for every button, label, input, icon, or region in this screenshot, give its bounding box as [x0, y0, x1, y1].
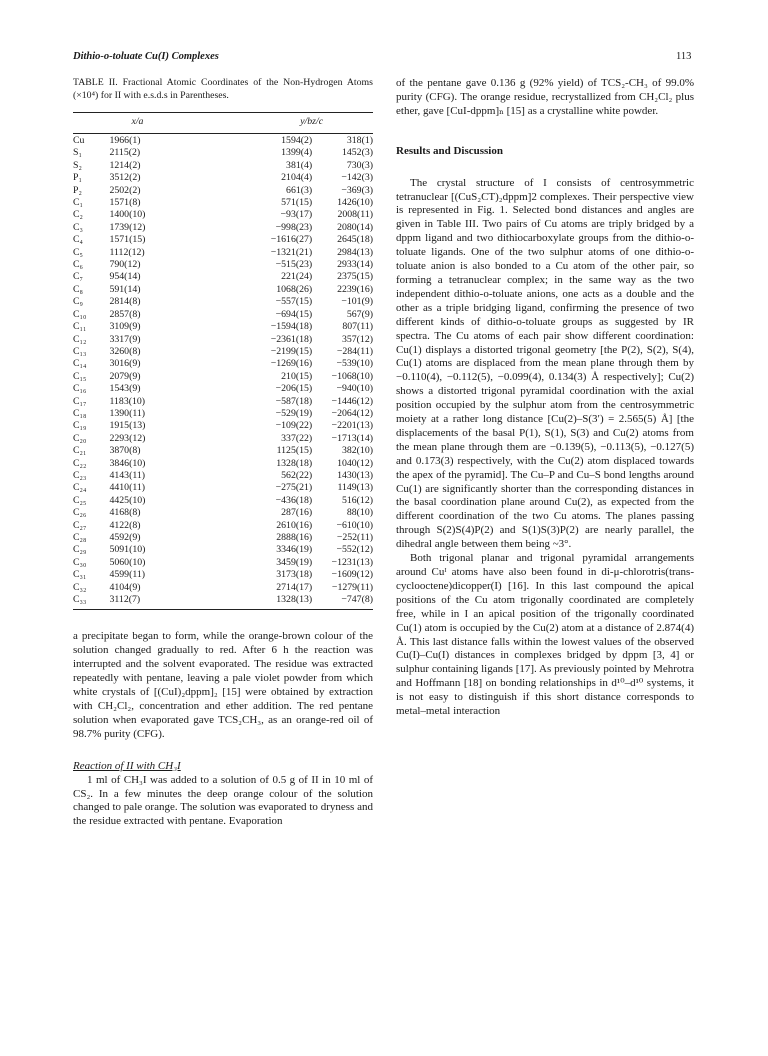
z-cell: 2984(13)	[337, 246, 373, 258]
z-cell: 318(1)	[346, 135, 373, 146]
section-heading: Results and Discussion	[396, 144, 503, 157]
atom-cell: C₂₅	[73, 494, 87, 506]
atom-cell: C₁₇	[73, 395, 87, 407]
table-row	[73, 495, 373, 507]
y-cell: −275(21)	[275, 482, 313, 494]
x-cell: 1214(2)	[109, 159, 141, 171]
z-cell: −539(10)	[336, 358, 373, 370]
table-row	[73, 594, 373, 606]
atom-cell: P₁	[73, 172, 82, 184]
x-cell: 1571(8)	[109, 197, 141, 209]
left-column	[73, 77, 373, 829]
table-row	[73, 284, 373, 296]
y-cell: −436(18)	[275, 494, 313, 506]
atom-cell: C₁₂	[73, 333, 87, 345]
z-cell: −2201(13)	[331, 420, 373, 432]
y-cell: 1399(4)	[281, 147, 313, 159]
x-cell: 3109(9)	[109, 321, 141, 333]
table-row	[73, 147, 373, 159]
y-cell: 562(22)	[281, 469, 313, 481]
x-cell: 3317(9)	[109, 333, 141, 345]
z-cell: −1068(10)	[331, 370, 373, 382]
atom-cell: C₂	[73, 209, 83, 221]
table-row	[73, 296, 373, 308]
table-row	[73, 371, 373, 383]
z-cell: 2933(14)	[337, 259, 373, 271]
z-cell: 88(10)	[346, 507, 373, 519]
atom-cell: C₁₉	[73, 420, 87, 432]
table-row	[73, 271, 373, 283]
table-row	[73, 520, 373, 532]
y-cell: 1125(15)	[276, 445, 313, 457]
atom-cell: C₃	[73, 221, 83, 233]
page-number: 113	[676, 51, 692, 62]
x-cell: 4410(11)	[109, 482, 146, 494]
z-cell: 2375(15)	[337, 271, 373, 283]
atom-cell: C₉	[73, 296, 83, 308]
atom-cell: C₁₁	[73, 321, 87, 333]
atom-cell: S₂	[73, 159, 82, 171]
x-cell: 1571(15)	[109, 234, 146, 246]
atom-cell: S₁	[73, 147, 82, 159]
paragraph: 1 ml of CH₃I was added to a solution of 0.5 g of II in 10 ml of CS₂. In a few minutes the deep orange colour of the solution changed to pale orange. The solution was evaporated to dryness and the residue extracted with pentane. Evaporation	[73, 773, 373, 828]
table-row	[73, 185, 373, 197]
table-row	[73, 222, 373, 234]
x-cell: 1739(12)	[109, 221, 146, 233]
z-cell: 2080(14)	[337, 221, 373, 233]
atom-cell: C₂₂	[73, 457, 87, 469]
x-cell: 3870(8)	[109, 445, 141, 457]
paragraph: of the pentane gave 0.136 g (92% yield) of TCS₂-CH₃ of 99.0% purity (CFG). The orange residue, recrystallized from CH₂Cl₂ plus ether, gave [CuI-dppm]ₙ [15] as a crystalline white powder.	[396, 77, 694, 117]
x-cell: 1915(13)	[109, 420, 146, 432]
z-cell: −252(11)	[336, 532, 373, 543]
atom-cell: C₂₁	[73, 445, 87, 457]
table-row	[73, 408, 373, 420]
table-row	[73, 135, 373, 147]
table-row	[73, 334, 373, 346]
table-row	[73, 445, 373, 457]
atom-cell: C₃₀	[73, 556, 87, 568]
z-cell: 1149(13)	[337, 482, 373, 494]
x-cell: 3016(9)	[109, 358, 141, 370]
atom-cell: C₂₈	[73, 532, 87, 543]
y-cell: 2610(16)	[276, 519, 313, 531]
y-cell: −998(23)	[275, 221, 313, 233]
table-header-atom	[73, 113, 109, 131]
atom-cell: P₂	[73, 184, 82, 196]
x-cell: 3846(10)	[109, 457, 146, 469]
atom-cell: C₃₃	[73, 594, 87, 606]
x-cell: 5060(10)	[109, 556, 146, 568]
z-cell: −747(8)	[341, 594, 373, 606]
x-cell: 1543(9)	[109, 383, 141, 395]
y-cell: −93(17)	[280, 209, 313, 221]
coordinates-table	[73, 113, 373, 606]
z-cell: −1446(12)	[331, 395, 373, 407]
y-cell: 2714(17)	[276, 581, 313, 593]
paragraph: Both trigonal planar and trigonal pyramidal arrangements around Cuᴵ atoms have also been found in di-μ-chlorotris(trans-cyclooctene)dicopper(I) [16]. In this last compound the apical positions of the Cu atom trigonally coordinated are completely free, while in I an apical position of the trigonally coordinated Cu(1) atom is occupied by the Cu(2) atom at a distance of 2.874(4) Å. This last distance falls within the lowest values of the observed Cu(I)–Cu(I) distances in complexes bridged by dppm [3, 4] or sulphur containing ligands [17]. As previously pointed by Mehrotra and Hoffmann [18] on bonding relationships in d¹⁰–d¹⁰ systems, it is not easy to distinguish if this short distance corresponds to metal–metal interaction	[396, 552, 694, 718]
table-row	[73, 321, 373, 333]
y-cell: −1269(16)	[270, 358, 313, 370]
atom-cell: C₂₃	[73, 469, 87, 481]
atom-cell: C₃₁	[73, 569, 87, 581]
table-row	[73, 482, 373, 494]
y-cell: −529(19)	[275, 407, 313, 419]
x-cell: 4425(10)	[109, 494, 146, 506]
y-cell: 1328(13)	[276, 594, 313, 606]
z-cell: −610(10)	[336, 519, 373, 531]
table-row	[73, 346, 373, 358]
x-cell: 1390(11)	[109, 407, 146, 419]
z-cell: −1279(11)	[331, 581, 373, 593]
table-caption: TABLE II. Fractional Atomic Coordinates of the Non-Hydrogen Atoms (×10⁴) for II with e.s.d.s in Parentheses.	[73, 77, 373, 101]
atom-cell: C₁	[73, 197, 83, 209]
y-cell: −557(15)	[275, 296, 313, 308]
atom-cell: C₁₃	[73, 345, 87, 357]
x-cell: 2857(8)	[109, 308, 141, 320]
x-cell: 1183(10)	[109, 395, 146, 407]
atom-cell: C₇	[73, 271, 83, 283]
table-row	[73, 358, 373, 370]
x-cell: 4104(9)	[109, 581, 141, 593]
table-row	[73, 532, 373, 544]
x-cell: 3112(7)	[109, 594, 141, 606]
table-row	[73, 160, 373, 172]
y-cell: −206(15)	[275, 383, 313, 395]
table-row	[73, 383, 373, 395]
y-cell: 571(15)	[281, 197, 313, 209]
z-cell: −1609(12)	[331, 569, 373, 581]
table-row	[73, 172, 373, 184]
table-row	[73, 569, 373, 581]
y-cell: 221(24)	[281, 271, 313, 283]
z-cell: 1452(3)	[341, 147, 373, 159]
x-cell: 4168(8)	[109, 507, 141, 519]
table-header-z: z/c	[312, 115, 324, 127]
atom-cell: C₂₀	[73, 432, 87, 444]
x-cell: 2814(8)	[109, 296, 141, 308]
section-heading: Reaction of II with CH₃I	[73, 759, 181, 772]
table-row	[73, 544, 373, 556]
table-row	[73, 209, 373, 221]
y-cell: 2104(4)	[281, 172, 313, 184]
atom-cell: C₆	[73, 259, 83, 271]
y-cell: −109(22)	[275, 420, 313, 432]
table-body	[73, 135, 373, 606]
y-cell: −515(23)	[275, 259, 313, 271]
x-cell: 2115(2)	[109, 147, 141, 159]
table-header-x: x/a	[131, 115, 144, 127]
z-cell: 1040(12)	[337, 457, 373, 469]
atom-cell: C₂₉	[73, 544, 87, 556]
table-row	[73, 197, 373, 209]
x-cell: 1400(10)	[109, 209, 146, 221]
z-cell: −2064(12)	[331, 407, 373, 419]
right-column	[396, 77, 694, 719]
x-cell: 4122(8)	[109, 519, 141, 531]
x-cell: 954(14)	[109, 271, 141, 283]
table-row	[73, 433, 373, 445]
atom-cell: C₈	[73, 283, 83, 295]
z-cell: −1713(14)	[331, 432, 373, 444]
table-row	[73, 420, 373, 432]
table-row	[73, 582, 373, 594]
atom-cell: C₁₅	[73, 370, 87, 382]
table-row	[73, 557, 373, 569]
table-row	[73, 458, 373, 470]
x-cell: 591(14)	[109, 283, 141, 295]
z-cell: −101(9)	[341, 296, 373, 308]
x-cell: 2502(2)	[109, 184, 141, 196]
x-cell: 5091(10)	[109, 544, 146, 556]
atom-cell: C₄	[73, 234, 83, 246]
z-cell: 2008(11)	[337, 209, 373, 221]
table-row	[73, 470, 373, 482]
paragraph: a precipitate began to form, while the orange-brown colour of the solution changed gradually to red. After 6 h the reaction was interrupted and the solvent evaporated. The residue was extracted repeatedly with pentane, leaving a pale violet powder from which white crystals of [(CuI)₂dppm]₂ [15] were obtained by extraction with CH₂Cl₂, concentration and ether addition. The red pentane solution when evaporated gave TCS₂CH₃, as an orange-red oil of 98.7% purity (CFG).	[73, 630, 373, 740]
z-cell: −369(3)	[341, 184, 373, 196]
left-body	[73, 630, 373, 829]
running-title: Dithio-o-toluate Cu(I) Complexes	[73, 51, 219, 62]
table-header-y: y/b	[300, 115, 313, 127]
z-cell: 1430(13)	[337, 469, 373, 481]
y-cell: 3459(19)	[276, 556, 313, 568]
z-cell: 357(12)	[341, 333, 373, 345]
z-cell: 382(10)	[341, 445, 373, 457]
table-header-row	[73, 113, 373, 131]
atom-cell: C₂₄	[73, 482, 87, 494]
table-row	[73, 234, 373, 246]
atom-cell: C₅	[73, 246, 83, 258]
y-cell: −1594(18)	[270, 321, 313, 333]
z-cell: 807(11)	[342, 321, 373, 333]
z-cell: 1426(10)	[337, 197, 373, 209]
z-cell: 2645(18)	[337, 234, 373, 246]
table-row	[73, 396, 373, 408]
y-cell: 661(3)	[286, 184, 313, 196]
z-cell: 516(12)	[341, 494, 373, 506]
z-cell: 567(9)	[346, 308, 373, 320]
y-cell: −2199(15)	[270, 345, 313, 357]
atom-cell: C₁₆	[73, 383, 87, 395]
table-row	[73, 247, 373, 259]
y-cell: 3346(19)	[276, 544, 313, 556]
y-cell: 3173(18)	[276, 569, 313, 581]
x-cell: 4592(9)	[109, 532, 141, 543]
z-cell: −1231(13)	[331, 556, 373, 568]
y-cell: −2361(18)	[270, 333, 313, 345]
x-cell: 3260(8)	[109, 345, 141, 357]
table-row	[73, 259, 373, 271]
table-row	[73, 507, 373, 519]
x-cell: 3512(2)	[109, 172, 141, 184]
z-cell: −142(3)	[341, 172, 373, 184]
x-cell: 4143(11)	[109, 469, 146, 481]
paragraph: The crystal structure of I consists of centrosymmetric tetranuclear [(CuS₂CT)₂dppm]2 complexes. Their perspective view is represented in Fig. 1. Selected bond distances and angles are given in Table III. Two pairs of Cu atoms are triply bridged by a dppm ligand and two dithiocarboxylate groups from the dithio-o-toluate ligands. One of the two sulphur atoms of one dithio-o-toluate anion is also bonded to a Cu atom of the other pair, so forming a tetranuclear complex; in the same way as the two independent dithio-o-toluate anions, one acts as a double and the other as a triple bridging ligand, confirming the presence of two different kinds of dithio-o-toluate groups as suggested by IR spectra. The Cu atoms of each pair show different coordination: Cu(1) displays a distorted trigonal geometry [the P(2), S(2), S(4), Cu(1) atoms are displaced from the mean plane through them by −0.110(4), −0.112(5), −0.099(4), 0.134(3) Å respectively]; Cu(2) shows a distorted trigonal pyramidal coordination with the axial position occupied by the sulphur atom from the centrosymmetric moiety at a rather long distance [Cu(2)–S(3′) = 2.565(5) Å] [the displacements of the basal P(1), S(1), S(3) and Cu(2) atoms from the mean plane through them are −0.139(5), −0.113(5), −0.127(5) and 0.173(3) respectively, with the Cu(2) atom displaced towards the apex of the pyramid]. The Cu–P and Cu–S bond lengths around Cu(1) are significantly shorter than the corresponding distances in the basal coordination plane around Cu(2), as expected from the different coordination of the two Cu atoms. The planes passing through S(2)S(4)P(2) and S(1)S(3)P(2) are nearly parallel, the dihedral angle between them being ~3°.	[396, 176, 694, 551]
atom-cell: C₁₄	[73, 358, 87, 370]
x-cell: 4599(11)	[109, 569, 146, 581]
atom-cell: C₁₈	[73, 407, 87, 419]
y-cell: 1328(18)	[276, 457, 313, 469]
table-row	[73, 309, 373, 321]
x-cell: 2079(9)	[109, 370, 141, 382]
y-cell: 287(16)	[281, 507, 313, 519]
y-cell: 337(22)	[281, 432, 313, 444]
table-bottom-rule	[73, 609, 373, 610]
y-cell: −1321(21)	[270, 246, 313, 258]
atom-cell: C₂₇	[73, 519, 87, 531]
table-header-rule	[73, 133, 373, 134]
atom-cell: C₂₆	[73, 507, 87, 519]
z-cell: 730(3)	[346, 159, 373, 171]
y-cell: 1068(26)	[276, 283, 313, 295]
y-cell: 1594(2)	[281, 135, 313, 146]
atom-cell: Cu	[73, 135, 85, 146]
y-cell: −1616(27)	[270, 234, 313, 246]
y-cell: −694(15)	[275, 308, 313, 320]
z-cell: 2239(16)	[337, 283, 373, 295]
y-cell: 381(4)	[286, 159, 313, 171]
y-cell: 210(15)	[281, 370, 313, 382]
x-cell: 790(12)	[109, 259, 141, 271]
atom-cell: C₃₂	[73, 581, 87, 593]
x-cell: 2293(12)	[109, 432, 146, 444]
z-cell: −940(10)	[336, 383, 373, 395]
x-cell: 1966(1)	[109, 135, 141, 146]
z-cell: −284(11)	[336, 345, 373, 357]
y-cell: 2888(16)	[276, 532, 313, 543]
z-cell: −552(12)	[336, 544, 373, 556]
y-cell: −587(18)	[275, 395, 313, 407]
atom-cell: C₁₀	[73, 308, 87, 320]
x-cell: 1112(12)	[109, 246, 145, 258]
